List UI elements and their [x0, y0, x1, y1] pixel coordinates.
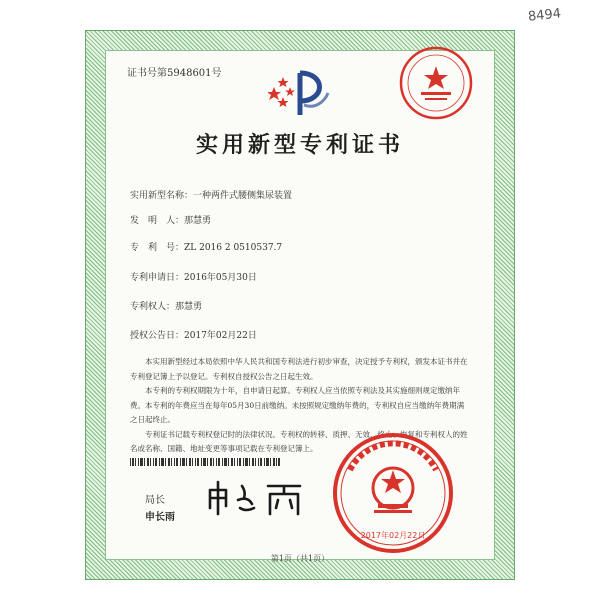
patent-office-logo-icon — [268, 65, 338, 120]
official-red-seal-icon — [330, 430, 456, 556]
grant-date-label: 授权公告日： — [130, 331, 185, 341]
director-name: 申长雨 — [145, 512, 175, 523]
patent-number-label: 专 利 号： — [130, 243, 185, 253]
utility-model-name-row — [130, 188, 292, 201]
patentee-row — [130, 299, 202, 312]
certificate-title: 实用新型专利证书 — [195, 132, 404, 158]
body-paragraph: 本实用新型经过本局依照中华人民共和国专利法进行初步审查，决定授予专利权，颁发本证书并在专利登记簿上予以登记。专利权自授权公告之日起生效。 — [130, 357, 468, 381]
handwritten-note: 8494 — [527, 6, 562, 25]
seal-date: 2017年02月22日 — [360, 531, 426, 540]
filing-date-label: 专利申请日： — [130, 273, 185, 283]
patentee-label: 专利权人： — [130, 302, 176, 312]
handwritten-signature-icon — [200, 478, 310, 518]
certificate-number: 证书号第5948601号 — [127, 68, 222, 79]
inventor-value: 那慧勇 — [184, 216, 212, 226]
body-paragraph: 本专利的专利权期限为十年，自申请日起算。专利权人应当依照专利法及其实施细则规定缴纳年费。本专利的年费应当在每年05月30日前缴纳。未按照规定缴纳年费的，专利权自应当缴纳年费期满之日起终止。 — [130, 386, 465, 424]
director-title: 局长 — [145, 495, 165, 506]
patentee-value: 那慧勇 — [175, 302, 203, 312]
grant-date-value: 2017年02月22日 — [184, 331, 257, 341]
small-red-seal-icon — [397, 44, 475, 122]
utility-model-name-value: 一种两件式腰侧集尿装置 — [193, 191, 293, 201]
patent-number-row — [130, 240, 282, 253]
page-number: 第1页（共1页） — [270, 554, 330, 563]
grant-date-row — [130, 328, 257, 341]
utility-model-name-label: 实用新型名称： — [130, 191, 194, 201]
inventor-label: 发 明 人： — [130, 216, 185, 226]
filing-date-value: 2016年05月30日 — [184, 273, 257, 283]
patent-number-value: ZL 2016 2 0510537.7 — [184, 243, 283, 253]
barcode-icon — [130, 458, 280, 466]
body-paragraph: 专利证书记载专利权登记时的法律状况。专利权的转移、质押、无效、终止、恢复和专利权人的姓名或名称、国籍、地址变更等事项记载在专利登记簿上。 — [130, 429, 468, 453]
inventor-row — [130, 213, 211, 226]
filing-date-row — [130, 270, 257, 283]
